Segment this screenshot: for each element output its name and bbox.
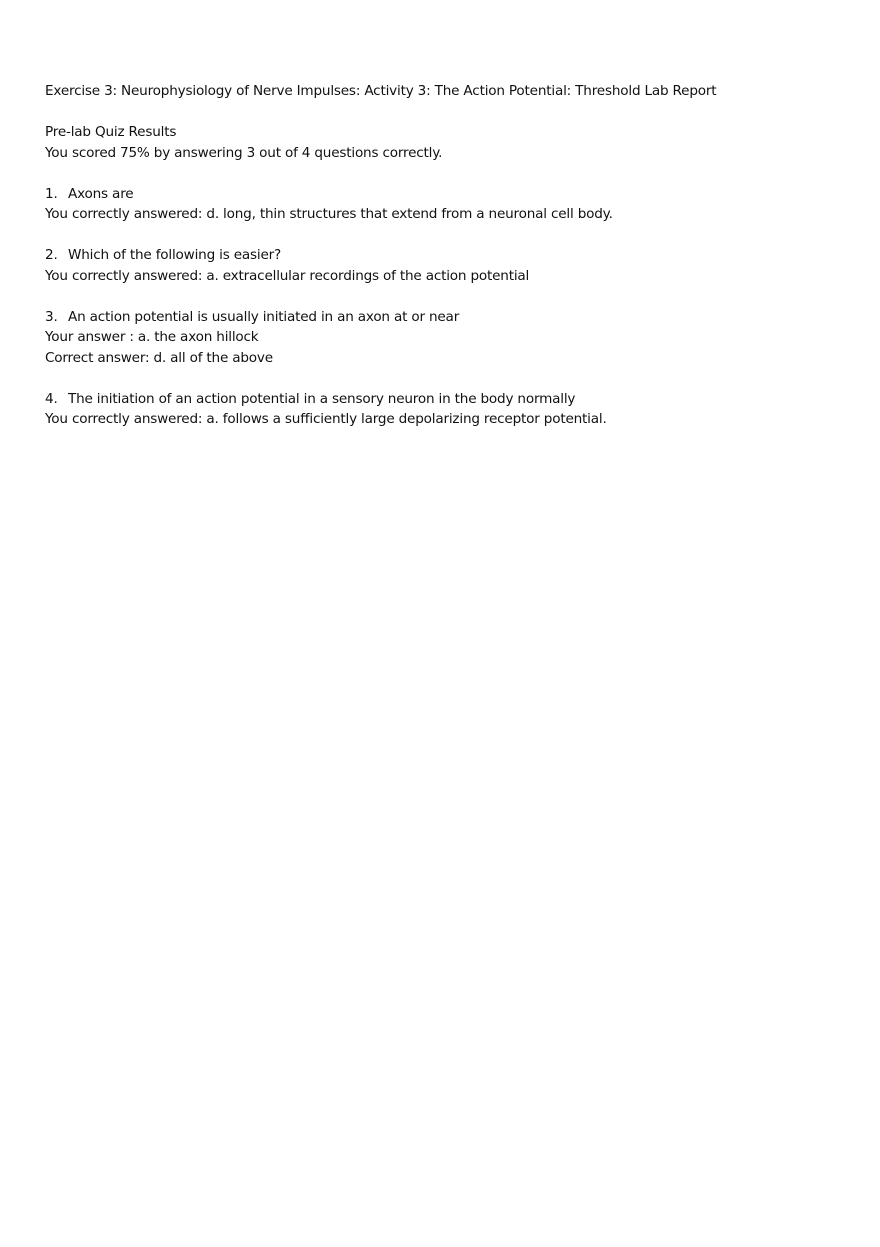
question-prompt: Axons are <box>68 185 134 202</box>
spacer <box>45 225 845 246</box>
question-2 <box>45 245 845 286</box>
score-summary: You scored 75% by answering 3 out of 4 questions correctly. <box>45 144 443 161</box>
question-4 <box>45 389 845 430</box>
section-heading: Pre-lab Quiz Results <box>45 124 177 140</box>
your-answer: Your answer : a. the axon hillock <box>45 329 259 345</box>
question-1 <box>45 184 845 225</box>
question-text <box>45 184 845 205</box>
question-text <box>45 389 845 410</box>
question-prompt: An action potential is usually initiated in an axon at or near <box>68 308 460 325</box>
question-number: 3. <box>45 308 58 325</box>
spacer <box>45 102 845 123</box>
question-number: 4. <box>45 390 58 407</box>
answer-result: You correctly answered: a. follows a sufficiently large depolarizing receptor potential. <box>45 411 607 427</box>
report-title: Exercise 3: Neurophysiology of Nerve Impulses: Activity 3: The Action Potential: Threshold Lab Report <box>45 83 717 99</box>
spacer <box>45 368 845 389</box>
question-number: 2. <box>45 247 58 263</box>
spacer <box>45 286 845 307</box>
correct-answer: Correct answer: d. all of the above <box>45 349 273 366</box>
spacer <box>45 163 845 184</box>
answer-result: You correctly answered: a. extracellular recordings of the action potential <box>45 267 530 284</box>
question-prompt: Which of the following is easier? <box>68 247 282 263</box>
question-text <box>45 245 845 266</box>
lab-report <box>45 81 845 430</box>
question-3 <box>45 307 845 369</box>
answer-result: You correctly answered: d. long, thin structures that extend from a neuronal cell body. <box>45 206 613 222</box>
question-number: 1. <box>45 185 58 202</box>
question-text <box>45 307 845 328</box>
question-prompt: The initiation of an action potential in a sensory neuron in the body normally <box>68 390 576 407</box>
